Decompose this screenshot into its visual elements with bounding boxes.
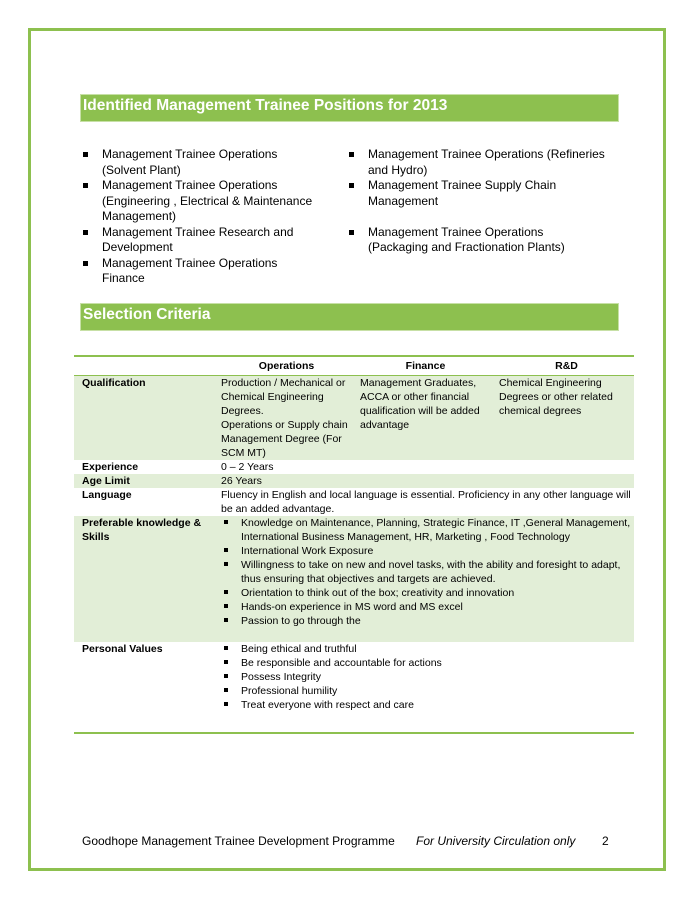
list-item: Knowledge on Maintenance, Planning, Strategic Finance, IT ,General Management, International Business Management, HR, Marketing , Food Technology [221, 516, 634, 544]
bullet-square-icon [349, 152, 354, 157]
row-label: Age Limit [74, 474, 213, 488]
table-row [74, 460, 634, 474]
positions-list-left [80, 147, 320, 287]
row-label: Preferable knowledge & Skills [74, 516, 213, 642]
bullet-square-icon [83, 261, 88, 266]
column-header: R&D [555, 360, 578, 372]
knowledge-list [221, 516, 634, 628]
bullet-square-icon [224, 702, 228, 706]
bullet-square-icon [224, 646, 228, 650]
list-item: Being ethical and truthful [221, 642, 634, 656]
cell: 0 – 2 Years [221, 461, 274, 473]
list-item: Be responsible and accountable for actions [221, 656, 634, 670]
bullet-square-icon [224, 688, 228, 692]
bullet-square-icon [224, 590, 228, 594]
row-label: Experience [82, 461, 139, 473]
list-item: Willingness to take on new and novel tasks, with the ability and foresight to adapt, thus ensuring that objectives and targets are achieved. [221, 558, 634, 586]
bullet-square-icon [224, 618, 228, 622]
cell: 26 Years [213, 474, 634, 488]
list-item: Hands-on experience in MS word and MS excel [221, 600, 634, 614]
bullet-square-icon [224, 674, 228, 678]
bullet-square-icon [224, 548, 228, 552]
list-item: Management Trainee Operations (Packaging and Fractionation Plants) [346, 225, 606, 256]
bullet-square-icon [83, 230, 88, 235]
list-item: Possess Integrity [221, 670, 634, 684]
selection-criteria-heading: Selection Criteria [80, 303, 619, 331]
table-header-row [74, 356, 634, 376]
bullet-square-icon [224, 520, 228, 524]
cell: Fluency in English and local language is essential. Proficiency in any other language will be an added advantage. [221, 489, 631, 515]
list-item: Management Trainee Operations (Engineering , Electrical & Maintenance Management) [80, 178, 320, 225]
cell [213, 516, 634, 642]
list-item: Professional humility [221, 684, 634, 698]
list-item: Management Trainee Operations (Solvent Plant) [80, 147, 320, 178]
list-item: Management Trainee Operations Finance [80, 256, 320, 287]
bullet-square-icon [349, 230, 354, 235]
table-row [74, 516, 634, 642]
footer-title: Goodhope Management Trainee Development Programme [82, 834, 395, 848]
bullet-square-icon [224, 604, 228, 608]
list-item: Orientation to think out of the box; creativity and innovation [221, 586, 634, 600]
list-item: Management Trainee Research and Development [80, 225, 320, 256]
bullet-square-icon [83, 183, 88, 188]
table-row [74, 376, 634, 461]
row-label: Personal Values [82, 643, 163, 655]
selection-criteria-table [74, 355, 634, 734]
row-label: Language [82, 489, 132, 501]
list-item: Treat everyone with respect and care [221, 698, 634, 712]
list-item: Passion to go through the [221, 614, 634, 628]
personal-values-list [221, 642, 634, 712]
cell [213, 642, 634, 733]
list-item: International Work Exposure [221, 544, 634, 558]
cell: Chemical Engineering Degrees or other related chemical degrees [491, 376, 634, 461]
bullet-square-icon [349, 183, 354, 188]
table-row [74, 488, 634, 516]
row-label: Qualification [74, 376, 213, 461]
list-item: Management Trainee Operations (Refineries and Hydro) [346, 147, 606, 178]
table-row [74, 642, 634, 733]
cell: Management Graduates, ACCA or other financial qualification will be added advantage [352, 376, 491, 461]
bullet-square-icon [224, 562, 228, 566]
table-row [74, 474, 634, 488]
cell: Production / Mechanical or Chemical Engineering Degrees. Operations or Supply chain Management Degree (For SCM MT) [213, 376, 352, 461]
column-header: Operations [258, 360, 315, 372]
footer-circulation-note: For University Circulation only [416, 834, 576, 848]
positions-heading: Identified Management Trainee Positions for 2013 [80, 94, 619, 122]
page-number: 2 [602, 834, 609, 848]
list-item: Management Trainee Supply Chain Management [346, 178, 606, 209]
bullet-square-icon [224, 660, 228, 664]
positions-list-right [346, 147, 606, 256]
column-header: Finance [405, 360, 446, 372]
bullet-square-icon [83, 152, 88, 157]
